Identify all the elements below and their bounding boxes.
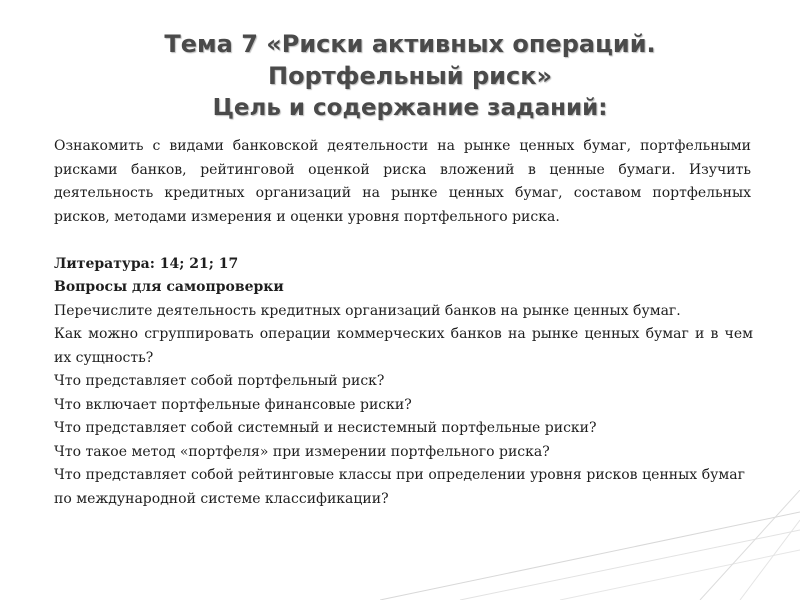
intro-paragraph: Ознакомить с видами банковской деятельности на рынке ценных бумаг, портфельными рисками банков, рейтинговой оценкой риска вложений в ценные бумаги. Изучить деятельность кредитных организаций на рынке ценных бумаг, составом портфельных рисков, методами измерения и оценки уровня портфельного риска. <box>54 138 751 225</box>
slide-content <box>54 135 753 511</box>
question-item: Как можно сгруппировать операции коммерческих банков на рынке ценных бумаг и в чем их сущность? <box>54 326 753 366</box>
literature-line: Литература: 14; 21; 17 <box>54 255 239 272</box>
spacer <box>54 229 753 253</box>
question-item: Перечислите деятельность кредитных организаций банков на рынке ценных бумаг. <box>54 302 681 319</box>
questions-heading: Вопросы для самопроверки <box>54 279 284 295</box>
question-item: Что представляет собой системный и несистемный портфельные риски? <box>54 420 597 436</box>
decorative-corner-lines <box>380 490 800 600</box>
slide-title <box>60 28 760 124</box>
title-line-3: Цель и содержание заданий: <box>212 95 608 121</box>
question-item: Что включает портфельные финансовые риски? <box>54 396 412 413</box>
question-item: Что представляет собой рейтинговые классы при определении уровня рисков ценных бумаг по международной системе классификации? <box>54 467 745 507</box>
question-item: Что такое метод «портфеля» при измерении портфельного риска? <box>54 443 550 460</box>
title-line-2: Портфельный риск» <box>268 62 552 90</box>
title-line-1: Тема 7 «Риски активных операций. <box>164 30 656 58</box>
question-item: Что представляет собой портфельный риск? <box>54 373 385 389</box>
